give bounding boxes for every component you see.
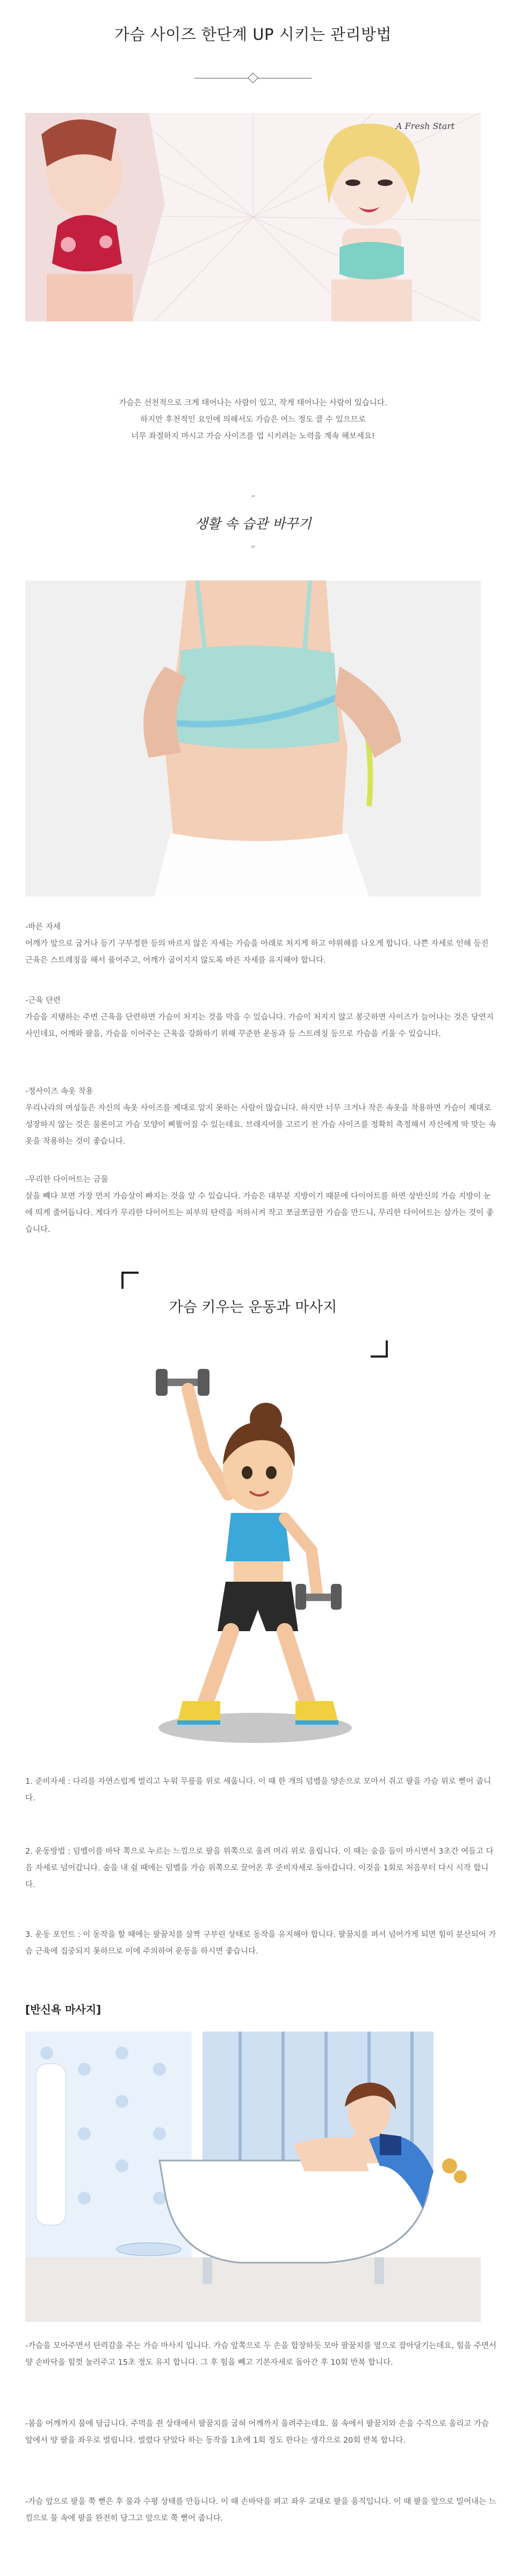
title-divider — [194, 74, 312, 82]
massage-subheading: [반신욕 마사지] — [25, 2003, 102, 2016]
massage-step: -가슴 앞으로 팔을 쭉 뻗은 후 물과 수평 상태를 만듭니다. 이 때 손바닥을 펴고 좌우 교대로 팔을 움직입니다. 이 때 팔을 앞으로 밀어내는 느낌으로 물 속에 팔을 완전히 담그고 앞으로 쭉 뻗어 줍니다. — [25, 2498, 496, 2523]
section-heading-habits: 생활 속 습관 바꾸기 — [194, 516, 312, 532]
habit-body: 어깨가 앞으로 굽거나 등기 구부정한 등의 바르지 않은 자세는 가슴을 아래로 처지게 하고 야위해를 나오게 합니다. 나쁜 자세로 인해 등진 근육은 스트레칭을 해서 풀어주고, 어깨가 굽어지지 않도록 바른 자세를 유지해야 합니다. — [25, 939, 489, 965]
measuring-photo — [25, 580, 481, 896]
bath-illustration — [25, 2032, 481, 2322]
intro-line: 가슴은 선천적으로 크게 태어나는 사람이 있고, 작게 태어나는 사람이 있습니다. — [119, 399, 387, 407]
section-heading-exercise: 가슴 키우는 운동과 마사지 — [169, 1299, 337, 1316]
dumbbell-exercise-illustration — [150, 1357, 360, 1752]
exercise-step: 1. 준비자세 : 다리를 자연스럽게 벌리고 누워 무릎을 위로 세웁니다. 이 때 한 개의 덤벨을 양손으로 모아서 쥐고 팔을 가슴 위로 뻗어 줍니다. — [25, 1777, 491, 1803]
habit-title: -정사이즈 속옷 착용 — [25, 1087, 93, 1096]
massage-step: -가슴을 모아주면서 탄력감을 주는 가슴 마사지 입니다. 가슴 앞쪽으로 두 손을 합장하듯 모아 팔꿈치를 옆으로 잡아당기는데요, 힘을 주면서 양 손바닥을 힘껏 눌러주고 15초 정도 유지 합니다. 그 후 힘을 빼고 기본자세로 돌아간 후 10회 반복 합니다. — [25, 2342, 497, 2367]
exercise-step: 3. 운동 포인트 : 이 동작을 할 때에는 팔꿈치를 살짝 구부린 상태로 동작을 유지해야 합니다. 팔꿈치를 펴서 넘어가게 되면 힘이 분산되어 가슴 근육에 집중되지 못하므로 이에 주의하여 운동을 하시면 좋습니다. — [25, 1931, 496, 1956]
habit-item — [25, 919, 498, 969]
habit-item — [25, 1172, 498, 1238]
page-title: 가슴 사이즈 한단계 UP 시키는 관리방법 — [114, 25, 392, 44]
intro-text — [0, 395, 506, 445]
open-quote-mark: “ — [250, 493, 256, 505]
habit-body: 가슴을 지탱하는 주변 근육을 단련하면 가슴이 처지는 것을 막을 수 있습니다. 가슴이 처지지 않고 봉긋하면 사이즈가 늘어나는 것은 당연지사인데요, 어깨와 팔을, 가슴을 이어주는 근육을 강화하기 위해 꾸준한 운동과 등 스트레칭 등으로 가슴을 키울 수 있습니다. — [25, 1013, 494, 1038]
corner-bracket-icon — [121, 1272, 139, 1289]
hero-manga-image — [25, 113, 481, 321]
diamond-icon — [248, 73, 258, 83]
habit-body: 우리나라의 여성들은 자신의 속옷 사이즈를 제대로 알지 못하는 사람이 많습니다. 하지만 너무 크거나 작은 속옷을 착용하면 가슴이 제대로 성장하지 않는 것은 물론이고 가슴 모양이 삐뚤어질 수 있는데요. 브래지어를 고르기 전 가슴 사이즈를 정확히 측정해서 자신에게 딱 맞는 속옷을 착용하는 것이 좋습니다. — [25, 1104, 496, 1146]
massage-step: -몸을 어깨까지 물에 담급니다. 주먹을 쥔 상태에서 팔꿈치를 굽혀 어깨까지 올려주는데요. 물 속에서 팔꿈치와 손을 수직으로 올리고 가슴 앞에서 양 팔을 좌우로 벌립니다. 벌렸다 닫았다 하는 동작을 1초에 1회 정도 한다는 생각으로 20회 반복 합니다. — [25, 2420, 489, 2445]
habit-body: 살을 빼다 보면 가장 먼저 가슴살이 빠지는 것을 알 수 있습니다. 가슴은 대부분 지방이기 때문에 다이어트를 하면 상반신의 가슴 지방이 눈에 띄게 줄어듭니다. 게다가 무리한 다이어트는 피부의 탄력을 저하시켜 작고 쪼글쪼글한 가슴을 만드니, 무리한 다이어트는 삼가는 것이 좋습니다. — [25, 1192, 494, 1234]
close-quote-mark: ” — [250, 544, 256, 555]
intro-line: 하지만 후천적인 요인에 의해서도 가슴은 어느 정도 클 수 있으므로 — [140, 415, 366, 424]
habit-title: -무리한 다이어트는 금물 — [25, 1175, 109, 1184]
habit-title: -근육 단련 — [25, 996, 61, 1005]
habit-title: -바른 자세 — [25, 923, 61, 931]
habit-item — [25, 993, 498, 1043]
hero-caption: A Fresh Start — [396, 121, 455, 131]
corner-bracket-icon — [371, 1340, 388, 1358]
habit-item — [25, 1084, 498, 1150]
exercise-step: 2. 운동방법 : 덤벨이를 바닥 쪽으로 누르는 느낌으로 팔을 위쪽으로 올려 머리 위로 올립니다. 이 때는 숨을 들이 마시면서 3초간 여들고 다음 자세로 넘어갑니다. 숨을 내 쉴 때에는 덤벨을 가슴 위쪽으로 끌어온 후 준비자세로 돌아갑니다. 이것을 1회로 처음부터 다시 시작 합니다. — [25, 1847, 494, 1889]
intro-line: 너무 좌절하지 마시고 가슴 사이즈를 업 시키려는 노력을 계속 해보세요! — [131, 432, 375, 441]
